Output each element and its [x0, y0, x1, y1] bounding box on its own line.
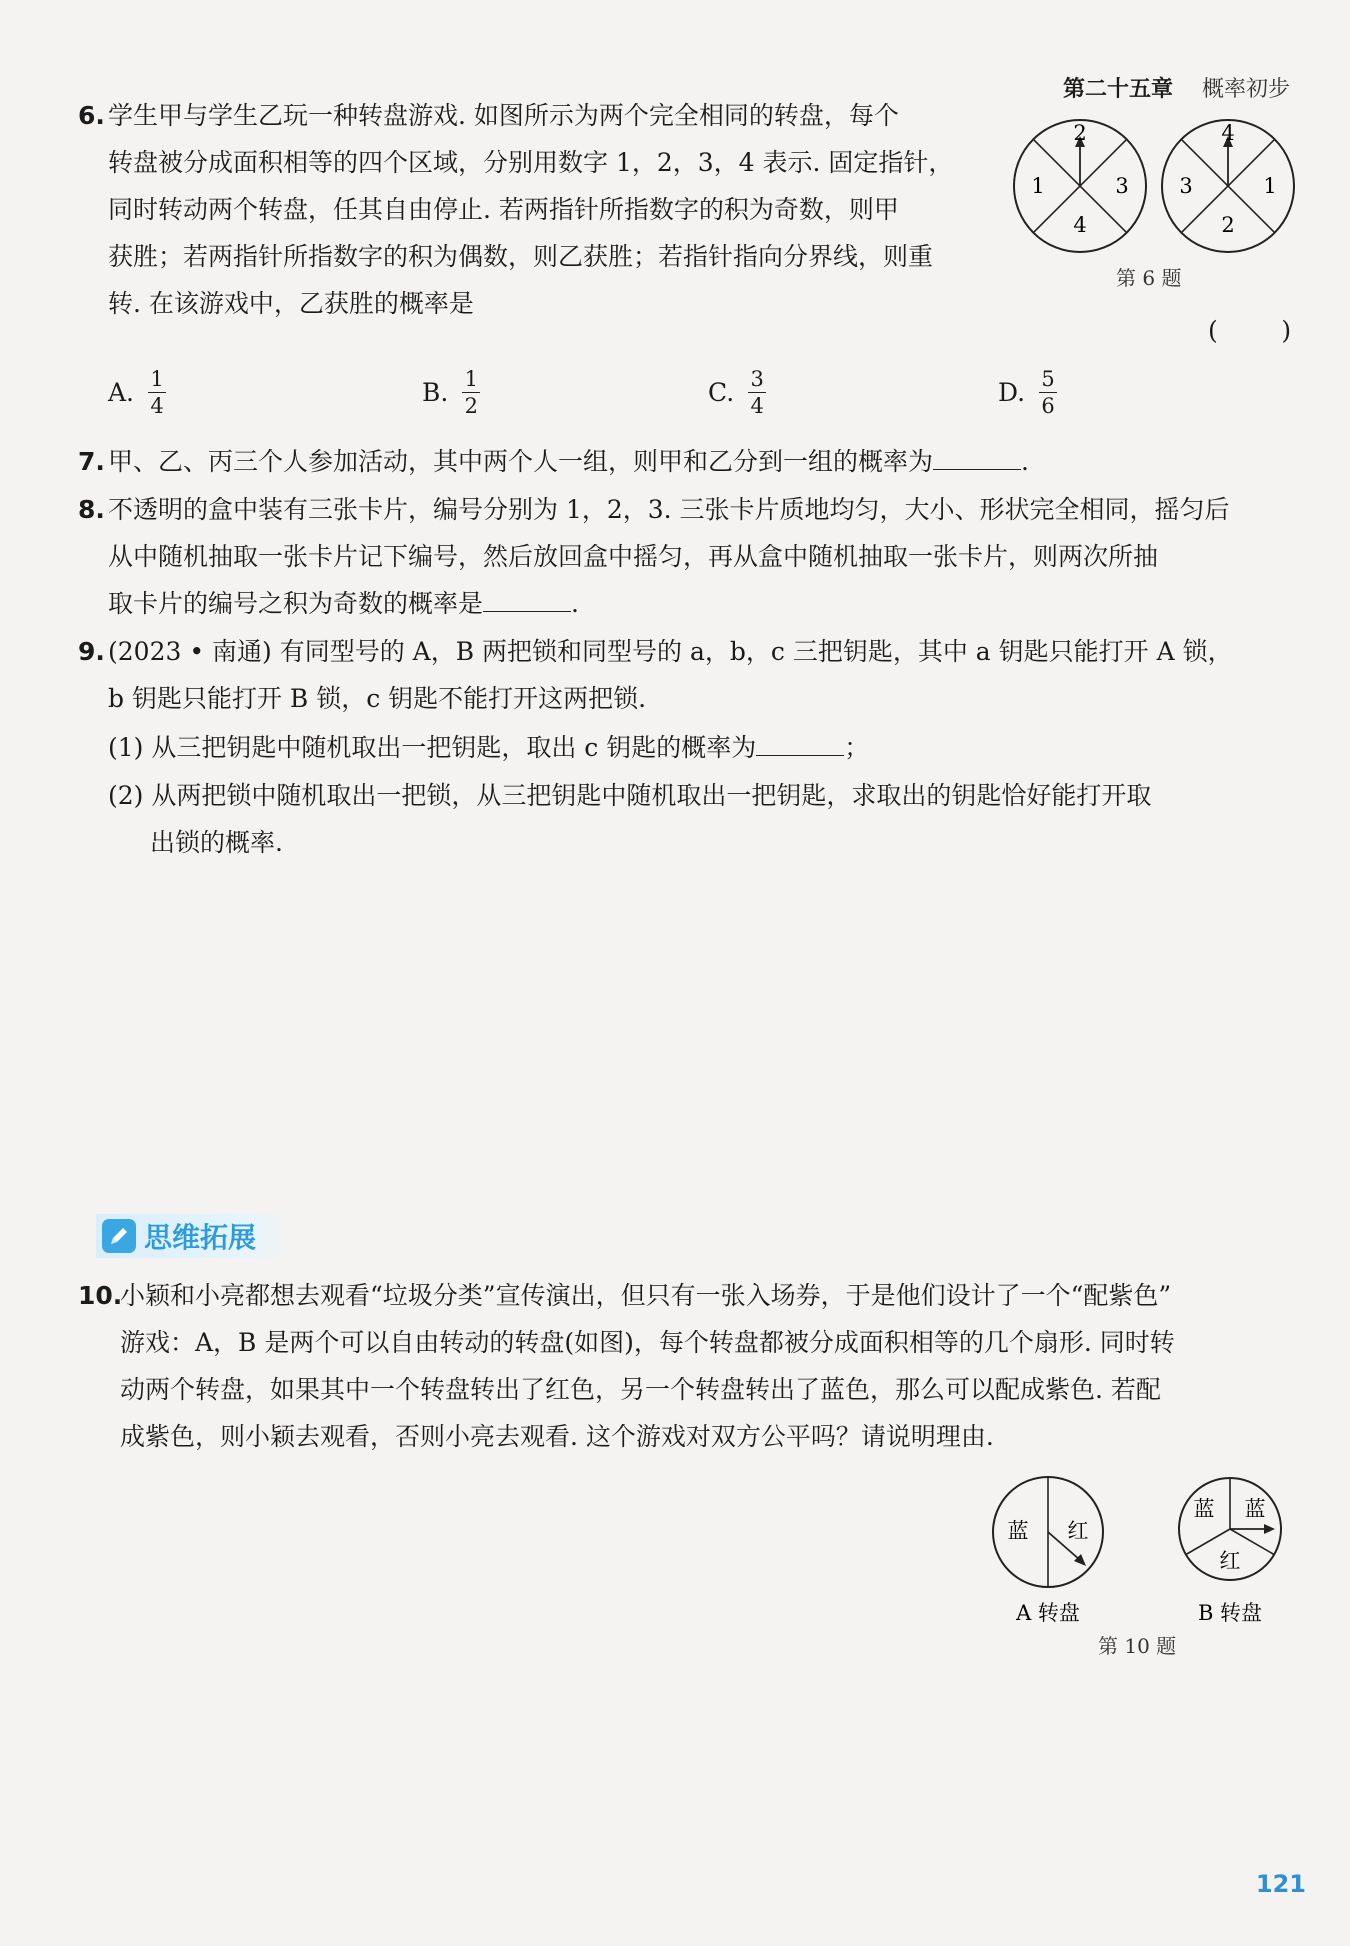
sector-label: 4: [1221, 121, 1235, 145]
text-line: 动两个转盘，如果其中一个转盘转出了红色，另一个转盘转出了蓝色，那么可以配成紫色. 若配: [120, 1375, 1161, 1404]
text-line: 小颖和小亮都想去观看“垃圾分类”宣传演出，但只有一张入场券，于是他们设计了一个“配紫色”: [120, 1281, 1172, 1310]
question-text: [108, 92, 953, 327]
chapter-title: 第二十五章: [1062, 77, 1173, 102]
spinner-2: [1162, 120, 1294, 252]
choice-label: D.: [998, 378, 1026, 407]
question-number: 6.: [78, 101, 105, 130]
text-line: (2) 从两把锁中随机取出一把锁，从三把钥匙中随机取出一把钥匙，求取出的钥匙恰好能打开取: [108, 781, 1152, 810]
section-title: 思维拓展: [144, 1221, 257, 1254]
choice-c: [708, 366, 766, 419]
spinner-label: B 转盘: [1197, 1601, 1263, 1625]
sector-label: 2: [1073, 121, 1087, 145]
question-text: [108, 486, 1230, 627]
spinner-b: [1179, 1478, 1281, 1625]
sector-label: 3: [1179, 174, 1193, 198]
text-line: 游戏：A，B 是两个可以自由转动的转盘(如图)，每个转盘都被分成面积相等的几个扇形. 同时转: [120, 1328, 1175, 1357]
choice-label: A.: [108, 378, 135, 407]
fraction: [748, 366, 766, 419]
sector-label: 1: [1031, 174, 1045, 198]
text-span: ；: [844, 733, 870, 762]
sector-label: 蓝: [1007, 1519, 1029, 1543]
text-line: 不透明的盒中装有三张卡片，编号分别为 1，2，3. 三张卡片质地均匀，大小、形状完全相同，摇匀后: [108, 495, 1230, 524]
sector-label: 4: [1073, 213, 1087, 237]
answer-bracket: ( ): [1208, 316, 1292, 345]
spinner-1: [1014, 120, 1146, 252]
spinner-figure-10: [980, 1472, 1310, 1632]
figure-caption: 第 6 题: [1116, 266, 1182, 290]
denominator: 2: [464, 394, 479, 418]
text-span: 甲、乙、丙三个人参加活动，其中两个人一组，则甲和乙分到一组的概率为: [108, 447, 934, 476]
text-span: .: [1021, 447, 1029, 476]
section-banner: [96, 1214, 292, 1258]
text-line: 成紫色，则小颖去观看，否则小亮去观看. 这个游戏对双方公平吗？请说明理由.: [120, 1422, 994, 1451]
text-line: 出锁的概率.: [150, 828, 283, 857]
text-line: 转. 在该游戏中，乙获胜的概率是: [108, 289, 474, 318]
numerator: 5: [1041, 367, 1055, 391]
denominator: 6: [1041, 394, 1055, 418]
answer-blank[interactable]: [483, 581, 571, 612]
text-line: 学生甲与学生乙玩一种转盘游戏. 如图所示为两个完全相同的转盘，每个: [108, 101, 899, 130]
question-text: [120, 1272, 1175, 1460]
choice-d: [998, 366, 1057, 419]
spinner-figure-6: [1010, 116, 1310, 256]
spinner-label: A 转盘: [1016, 1601, 1080, 1625]
fraction: [148, 366, 166, 419]
choice-a: [108, 366, 166, 419]
text-line: 从中随机抽取一张卡片记下编号，然后放回盒中摇匀，再从盒中随机抽取一张卡片，则两次所抽: [108, 542, 1159, 571]
text-line: 获胜；若两指针所指数字的积为偶数，则乙获胜；若指针指向分界线，则重: [108, 242, 934, 271]
text-line: [108, 580, 1230, 627]
sector-label: 1: [1263, 174, 1277, 198]
question-number: 10.: [78, 1281, 123, 1310]
question-number: 8.: [78, 495, 105, 524]
sector-label: 2: [1221, 213, 1235, 237]
text-line: 转盘被分成面积相等的四个区域，分别用数字 1，2，3，4 表示. 固定指针，: [108, 148, 954, 177]
section-name: 概率初步: [1201, 77, 1290, 102]
text-span: .: [571, 589, 579, 618]
fraction: [1039, 366, 1057, 419]
denominator: 4: [150, 394, 164, 418]
question-text: [108, 628, 1233, 722]
choice-label: C.: [708, 378, 735, 407]
sector-label: 3: [1115, 174, 1129, 198]
sector-label: 蓝: [1244, 1497, 1266, 1521]
spinner-a: [993, 1477, 1103, 1625]
sector-label: 蓝: [1193, 1497, 1215, 1521]
choice-label: B.: [422, 378, 449, 407]
answer-blank[interactable]: [756, 725, 844, 756]
denominator: 4: [750, 394, 764, 418]
text-line: (2023 • 南通) 有同型号的 A，B 两把锁和同型号的 a，b，c 三把钥匙，其中 a 钥匙只能打开 A 锁，: [108, 637, 1233, 666]
choice-b: [422, 366, 480, 419]
text-span: 取卡片的编号之积为奇数的概率是: [108, 589, 484, 618]
question-number: 7.: [78, 447, 105, 476]
figure-caption: 第 10 题: [1098, 1634, 1177, 1658]
page-header: [1063, 72, 1290, 103]
question-text: [108, 438, 1029, 485]
answer-blank[interactable]: [933, 439, 1021, 470]
question-part-1: [108, 724, 869, 771]
fraction: [462, 366, 480, 419]
page-number: 121: [1255, 1870, 1306, 1898]
numerator: 1: [150, 367, 164, 391]
pencil-icon: [102, 1219, 136, 1253]
question-part-2: [108, 772, 1151, 866]
text-span: (1) 从三把钥匙中随机取出一把钥匙，取出 c 钥匙的概率为: [108, 733, 757, 762]
numerator: 3: [750, 367, 764, 391]
sector-label: 红: [1067, 1519, 1089, 1543]
sector-label: 红: [1219, 1549, 1241, 1573]
text-line: b 钥匙只能打开 B 锁，c 钥匙不能打开这两把锁.: [108, 684, 647, 713]
question-number: 9.: [78, 637, 105, 666]
numerator: 1: [464, 367, 479, 391]
text-line: 同时转动两个转盘，任其自由停止. 若两指针所指数字的积为奇数，则甲: [108, 195, 899, 224]
